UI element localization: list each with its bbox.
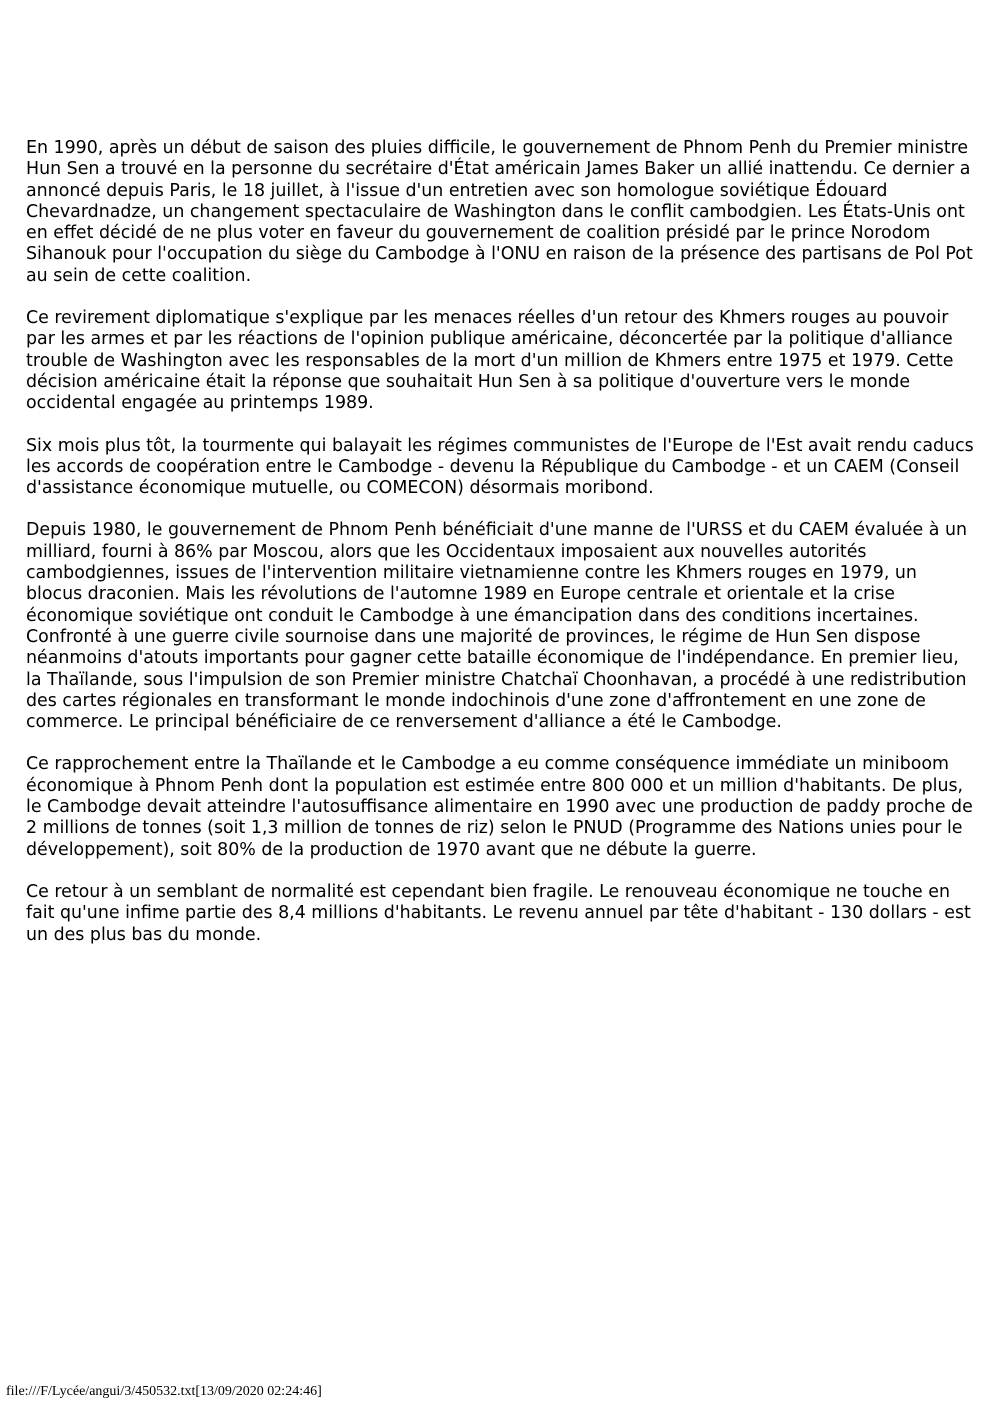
paragraph-2: Ce revirement diplomatique s'explique par les menaces réelles d'un retour des Khmers rouges au pouvoir par les armes et par les réactions de l'opinion publique américaine, déconcertée par la politique d'alliance trouble de Washington avec les responsables de la mort d'un million de Khmers entre 1975 et 1979. Cette décision américaine était la réponse que souhaitait Hun Sen à sa politique d'ouverture vers le monde occidental engagée au printemps 1989. bbox=[26, 308, 954, 414]
paragraph-6: Ce retour à un semblant de normalité est cependant bien fragile. Le renouveau économique ne touche en fait qu'une infime partie des 8,4 millions d'habitants. Le revenu annuel par tête d'habitant - 130 dollars - est un des plus bas du monde. bbox=[26, 881, 971, 945]
paragraph-3: Six mois plus tôt, la tourmente qui balayait les régimes communistes de l'Europe de l'Est avait rendu caducs les accords de coopération entre le Cambodge - devenu la République du Cambodge - et un CAEM (Conseil d'assistance économique mutuelle, ou COMECON) désormais moribond. bbox=[26, 435, 974, 499]
file-path-footer: file:///F/Lycée/angui/3/450532.txt[13/09/2020 02:24:46] bbox=[6, 1384, 322, 1399]
document-body bbox=[26, 138, 974, 967]
paragraph-5: Ce rapprochement entre la Thaïlande et le Cambodge a eu comme conséquence immédiate un miniboom économique à Phnom Penh dont la population est estimée entre 800 000 et un million d'habitants. De plus, le Cambodge devait atteindre l'autosuffisance alimentaire en 1990 avec une production de paddy proche de 2 millions de tonnes (soit 1,3 million de tonnes de riz) selon le PNUD (Programme des Nations unies pour le développement), soit 80% de la production de 1970 avant que ne débute la guerre. bbox=[26, 754, 973, 860]
paragraph-1: En 1990, après un début de saison des pluies difficile, le gouvernement de Phnom Penh du Premier ministre Hun Sen a trouvé en la personne du secrétaire d'État américain James Baker un allié inattendu. Ce dernier a annoncé depuis Paris, le 18 juillet, à l'issue d'un entretien avec son homologue soviétique Édouard Chevardnadze, un changement spectaculaire de Washington dans le conflit cambodgien. Les États-Unis ont en effet décidé de ne plus voter en faveur du gouvernement de coalition présidé par le prince Norodom Sihanouk pour l'occupation du siège du Cambodge à l'ONU en raison de la présence des partisans de Pol Pot au sein de cette coalition. bbox=[26, 138, 973, 286]
paragraph-4: Depuis 1980, le gouvernement de Phnom Penh bénéficiait d'une manne de l'URSS et du CAEM évaluée à un milliard, fourni à 86% par Moscou, alors que les Occidentaux imposaient aux nouvelles autorités cambodgiennes, issues de l'intervention militaire vietnamienne contre les Khmers rouges en 1979, un blocus draconien. Mais les révolutions de l'automne 1989 en Europe centrale et orientale et la crise économique soviétique ont conduit le Cambodge à une émancipation dans des conditions incertaines. Confronté à une guerre civile sournoise dans une majorité de provinces, le régime de Hun Sen dispose néanmoins d'atouts importants pour gagner cette bataille économique de l'indépendance. En premier lieu, la Thaïlande, sous l'impulsion de son Premier ministre Chatchaï Choonhavan, a procédé à une redistribution des cartes régionales en transformant le monde indochinois d'une zone d'affrontement en une zone de commerce. Le principal bénéficiaire de ce renversement d'alliance a été le Cambodge. bbox=[26, 520, 968, 733]
